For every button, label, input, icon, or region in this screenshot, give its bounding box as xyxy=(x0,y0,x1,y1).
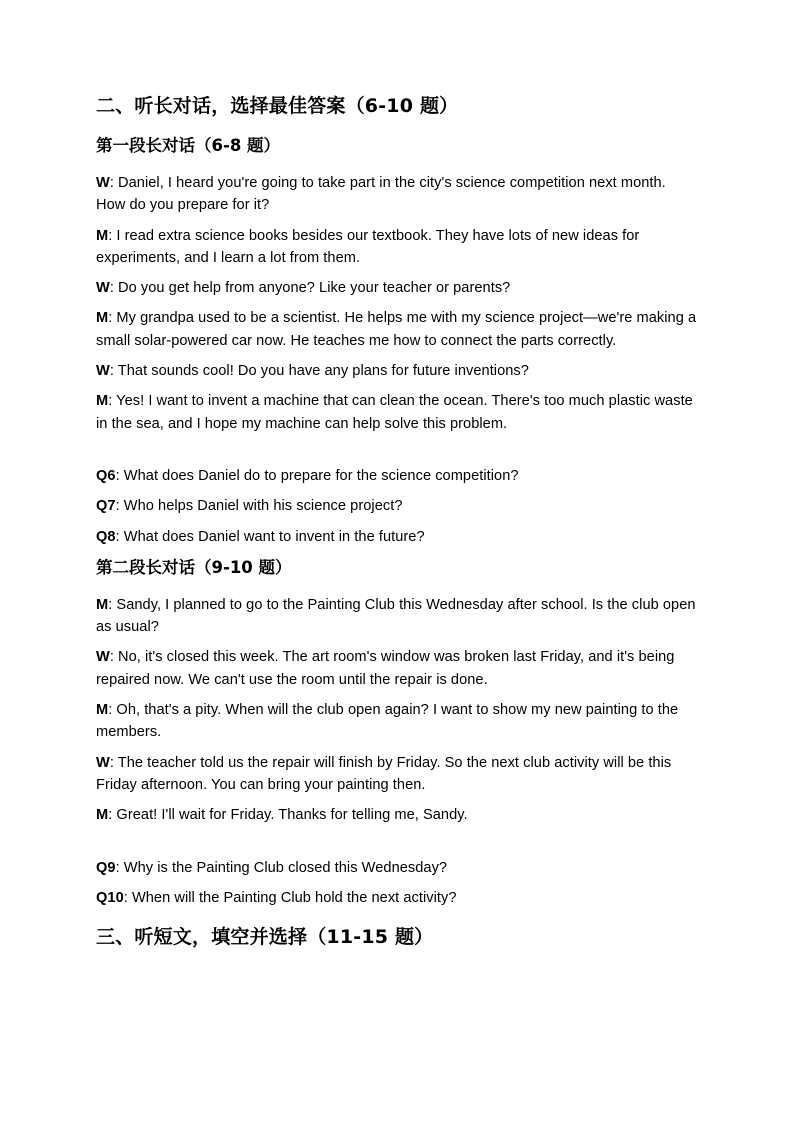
speaker-label: W xyxy=(96,363,110,380)
question-text: : Who helps Daniel with his science project? xyxy=(115,498,403,515)
question-q10 xyxy=(96,887,698,909)
dialogue-1-line xyxy=(96,390,698,435)
question-q6 xyxy=(96,465,698,487)
question-label: Q9 xyxy=(96,859,116,876)
dialogue-1-line xyxy=(96,225,698,270)
question-q7 xyxy=(96,495,698,517)
question-label: Q7 xyxy=(96,498,116,515)
dialogue-1-line xyxy=(96,307,698,352)
line-text: : The teacher told us the repair will finish by Friday. So the next club activity will be this Friday afternoon. You can bring your painting then. xyxy=(96,754,672,793)
dialogue-1-line xyxy=(96,277,698,299)
line-text: : That sounds cool! Do you have any plans for future inventions? xyxy=(109,363,529,380)
question-label: Q10 xyxy=(96,889,124,906)
line-text: : Yes! I want to invent a machine that can clean the ocean. There's too much plastic waste in the sea, and I hope my machine can help solve this problem. xyxy=(96,393,693,432)
speaker-label: M xyxy=(96,310,109,327)
speaker-label: W xyxy=(96,175,110,191)
question-q9 xyxy=(96,857,698,879)
line-text: : Oh, that's a pity. When will the club open again? I want to show my new painting to the members. xyxy=(96,702,679,741)
dialogue-2-title: 第二段长对话（9-10 题） xyxy=(96,557,292,577)
speaker-label: W xyxy=(96,754,110,771)
speaker-label: M xyxy=(96,393,109,410)
speaker-label: M xyxy=(96,227,109,244)
question-text: : Why is the Painting Club closed this Wednesday? xyxy=(115,859,448,876)
dialogue-1-line xyxy=(96,360,698,382)
section-2-title: 二、听长对话，选择最佳答案（6-10 题） xyxy=(96,95,459,117)
dialogue-2-line xyxy=(96,752,698,797)
line-text: : No, it's closed this week. The art room's window was broken last Friday, and it's being repaired now. We can't use the room until the repair is done. xyxy=(96,649,675,688)
dialogue-2-line xyxy=(96,646,698,691)
line-text: : Sandy, I planned to go to the Painting Club this Wednesday after school. Is the club open as usual? xyxy=(96,596,696,636)
line-text: : Do you get help from anyone? Like your teacher or parents? xyxy=(109,280,511,297)
question-q8 xyxy=(96,526,698,548)
section-3-title: 三、听短文，填空并选择（11-15 题） xyxy=(96,926,434,949)
line-text: : I read extra science books besides our textbook. They have lots of new ideas for experiments, and I learn a lot from them. xyxy=(96,227,640,266)
speaker-label: M xyxy=(96,702,109,719)
dialogue-1-line xyxy=(96,172,698,217)
line-text: : My grandpa used to be a scientist. He helps me with my science project—we're making a small solar-powered car now. He teaches me how to connect the parts correctly. xyxy=(96,310,697,349)
question-text: : What does Daniel do to prepare for the science competition? xyxy=(115,467,519,484)
dialogue-2-line xyxy=(96,804,698,826)
question-text: : What does Daniel want to invent in the future? xyxy=(115,528,425,545)
dialogue-2-line xyxy=(96,594,698,639)
speaker-label: W xyxy=(96,649,110,666)
dialogue-1-title: 第一段长对话（6-8 题） xyxy=(96,136,281,155)
speaker-label: W xyxy=(96,280,110,297)
dialogue-2-line xyxy=(96,699,698,744)
document-page xyxy=(96,92,698,951)
line-text: : Daniel, I heard you're going to take part in the city's science competition next month. How do you prepare for it? xyxy=(96,175,666,214)
speaker-label: M xyxy=(96,807,109,824)
question-label: Q6 xyxy=(96,467,116,484)
question-label: Q8 xyxy=(96,528,116,545)
speaker-label: M xyxy=(96,596,109,613)
line-text: : Great! I'll wait for Friday. Thanks for telling me, Sandy. xyxy=(108,807,468,824)
question-text: : When will the Painting Club hold the next activity? xyxy=(123,889,457,906)
